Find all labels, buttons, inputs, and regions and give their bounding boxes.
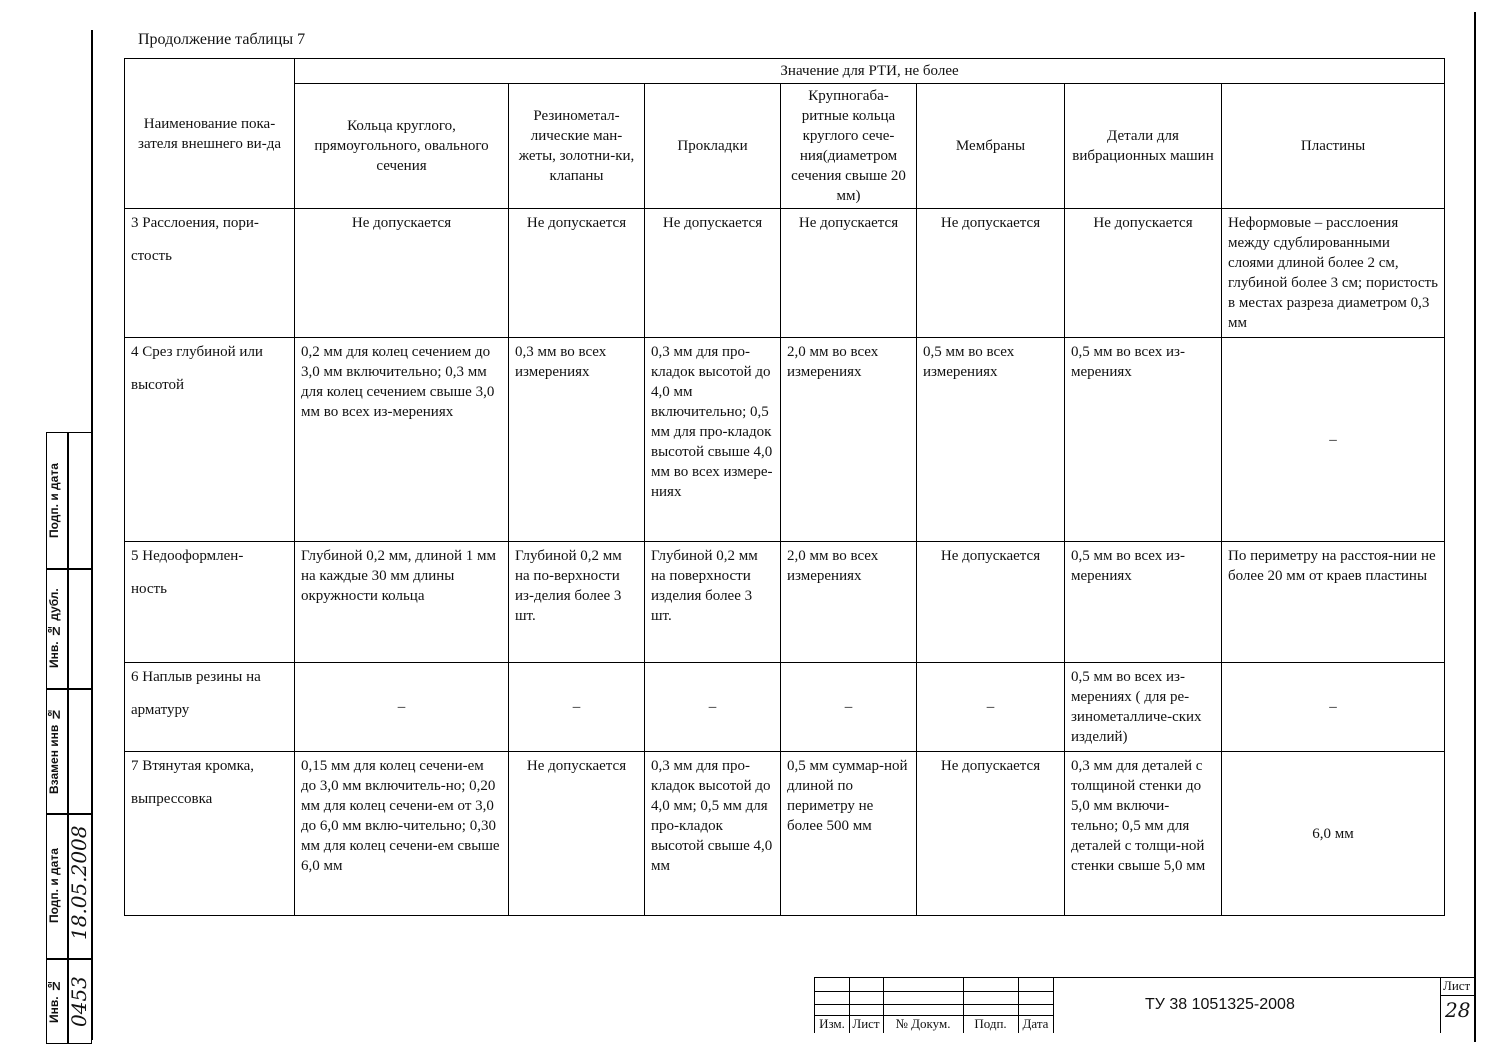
- column-header: Кольца круглого, прямоугольного, овального сечения: [295, 84, 509, 209]
- param-header: Наименование пока-зателя внешнего ви-да: [125, 59, 295, 209]
- column-header: Пластины: [1222, 84, 1445, 209]
- table-cell: Не допускается: [509, 752, 645, 916]
- table-cell: Не допускается: [645, 209, 781, 338]
- table-cell: –: [917, 663, 1065, 752]
- table-cell: –: [781, 663, 917, 752]
- title-block-grid-line: [1440, 978, 1441, 1033]
- column-header: Прокладки: [645, 84, 781, 209]
- table-cell: Глубиной 0,2 мм на по-верхности из-делия более 3 шт.: [509, 542, 645, 663]
- table-cell: 2,0 мм во всех измерениях: [781, 338, 917, 542]
- table-cell: Неформовые – расслоения между сдублированными слоями длиной более 2 см, глубиной более 3 см; пористость в местах разреза диаметром 0,3 мм: [1222, 209, 1445, 338]
- row-param: [125, 338, 295, 542]
- stamp-label-dup-inv: Инв. № дубл.: [47, 588, 61, 668]
- row-param-line: высотой: [131, 377, 185, 393]
- document-designation: ТУ 38 1051325-2008: [1145, 996, 1295, 1013]
- handwritten-date: 18.05.2008: [67, 825, 91, 941]
- table-cell: 0,5 мм во всех из-мерениях: [1065, 542, 1222, 663]
- table-cell: 6,0 мм: [1222, 752, 1445, 916]
- table-cell: 0,3 мм во всех измерениях: [509, 338, 645, 542]
- sheet-number: 28: [1445, 998, 1471, 1022]
- row-param: [125, 542, 295, 663]
- table-cell: –: [509, 663, 645, 752]
- sheet-label: Лист: [1443, 978, 1471, 993]
- table-row: [125, 209, 1445, 338]
- frame-right-line: [1474, 12, 1476, 1042]
- col-label-change: Изм.: [819, 1016, 845, 1031]
- stamp-label-replace-inv: Взамен инв №: [47, 707, 61, 794]
- stamp-label-sign-date-2: Подп. и дата: [47, 848, 61, 923]
- table-cell: 0,5 мм во всех измерениях: [917, 338, 1065, 542]
- col-label-date: Дата: [1022, 1016, 1049, 1031]
- row-param-line: 6 Наплыв резины на: [131, 669, 261, 685]
- table-cell: Глубиной 0,2 мм, длиной 1 мм на каждые 30 мм длины окружности кольца: [295, 542, 509, 663]
- table-cell: Не допускается: [917, 542, 1065, 663]
- col-label-sheet: Лист: [852, 1016, 880, 1031]
- table-cell: –: [1222, 663, 1445, 752]
- table-cell: Глубиной 0,2 мм на поверхности изделия более 3 шт.: [645, 542, 781, 663]
- table-cell: Не допускается: [295, 209, 509, 338]
- row-param-line: 7 Втянутая кромка,: [131, 758, 255, 774]
- data-table: [124, 58, 1445, 916]
- table-caption: Продолжение таблицы 7: [138, 31, 306, 48]
- table-cell: –: [645, 663, 781, 752]
- col-label-doc-number: № Докум.: [895, 1016, 951, 1031]
- table-cell: По периметру на расстоя-нии не более 20 мм от краев пластины: [1222, 542, 1445, 663]
- table-cell: 0,5 мм суммар-ной длиной по периметру не более 500 мм: [781, 752, 917, 916]
- table-cell: 0,2 мм для колец сечением до 3,0 мм включительно; 0,3 мм для колец сечением свыше 3,0 мм во всех из-мерениях: [295, 338, 509, 542]
- col-label-signature: Подп.: [974, 1016, 1007, 1031]
- table-cell: 0,3 мм для про-кладок высотой до 4,0 мм; 0,5 мм для про-кладок высотой свыше 4,0 мм: [645, 752, 781, 916]
- table-cell: Не допускается: [917, 752, 1065, 916]
- title-block: [814, 977, 1475, 1033]
- table-row: [125, 338, 1445, 542]
- table-cell: Не допускается: [509, 209, 645, 338]
- row-param: [125, 752, 295, 916]
- table-row: [125, 752, 1445, 916]
- table-cell: 0,3 мм для про-кладок высотой до 4,0 мм включительно; 0,5 мм для про-кладок высотой свыше 4,0 мм во всех измере-ниях: [645, 338, 781, 542]
- table-cell: Не допускается: [781, 209, 917, 338]
- group-header: Значение для РТИ, не более: [295, 59, 1445, 84]
- table-row: [125, 663, 1445, 752]
- title-block-grid-line: [1053, 978, 1054, 1033]
- table-cell: 0,3 мм для деталей с толщиной стенки до 5,0 мм включи-тельно; 0,5 мм для деталей с толщи-ной стенки свыше 5,0 мм: [1065, 752, 1222, 916]
- row-param-line: арматуру: [131, 702, 190, 718]
- row-param-line: 4 Срез глубиной или: [131, 344, 263, 360]
- table-cell: –: [295, 663, 509, 752]
- row-param-line: ность: [131, 581, 167, 597]
- row-param: [125, 209, 295, 338]
- table-cell: 0,5 мм во всех из-мерениях ( для ре-зинометалличе-ских изделий): [1065, 663, 1222, 752]
- row-param-line: выпрессовка: [131, 791, 213, 807]
- table-cell: 2,0 мм во всех измерениях: [781, 542, 917, 663]
- row-param-line: 3 Расслоения, пори-: [131, 215, 259, 231]
- column-header: Резинометал-лические ман-жеты, золотни-ки, клапаны: [509, 84, 645, 209]
- handwritten-inv-number: 0453: [67, 976, 91, 1027]
- title-block-grid-line: [1440, 995, 1476, 996]
- table-cell: 0,5 мм во всех из-мерениях: [1065, 338, 1222, 542]
- column-header: Мембраны: [917, 84, 1065, 209]
- column-header: Крупногаба-ритные кольца круглого сече-ния(диаметром сечения свыше 20 мм): [781, 84, 917, 209]
- side-stamp: [46, 432, 92, 1044]
- row-param-line: стость: [131, 248, 172, 264]
- stamp-label-sign-date: Подп. и дата: [47, 463, 61, 538]
- table-cell: Не допускается: [1065, 209, 1222, 338]
- table-cell: 0,15 мм для колец сечени-ем до 3,0 мм включитель-но; 0,20 мм для колец сечени-ем от 3,0 до 6,0 мм вклю-чительно; 0,30 мм для колец сечени-ем свыше 6,0 мм: [295, 752, 509, 916]
- row-param: [125, 663, 295, 752]
- row-param-line: 5 Недооформлен-: [131, 548, 244, 564]
- table-cell: Не допускается: [917, 209, 1065, 338]
- table-cell: –: [1222, 338, 1445, 542]
- table-row: [125, 542, 1445, 663]
- stamp-label-inv: Инв. №: [47, 979, 61, 1024]
- column-header: Детали для вибрационных машин: [1065, 84, 1222, 209]
